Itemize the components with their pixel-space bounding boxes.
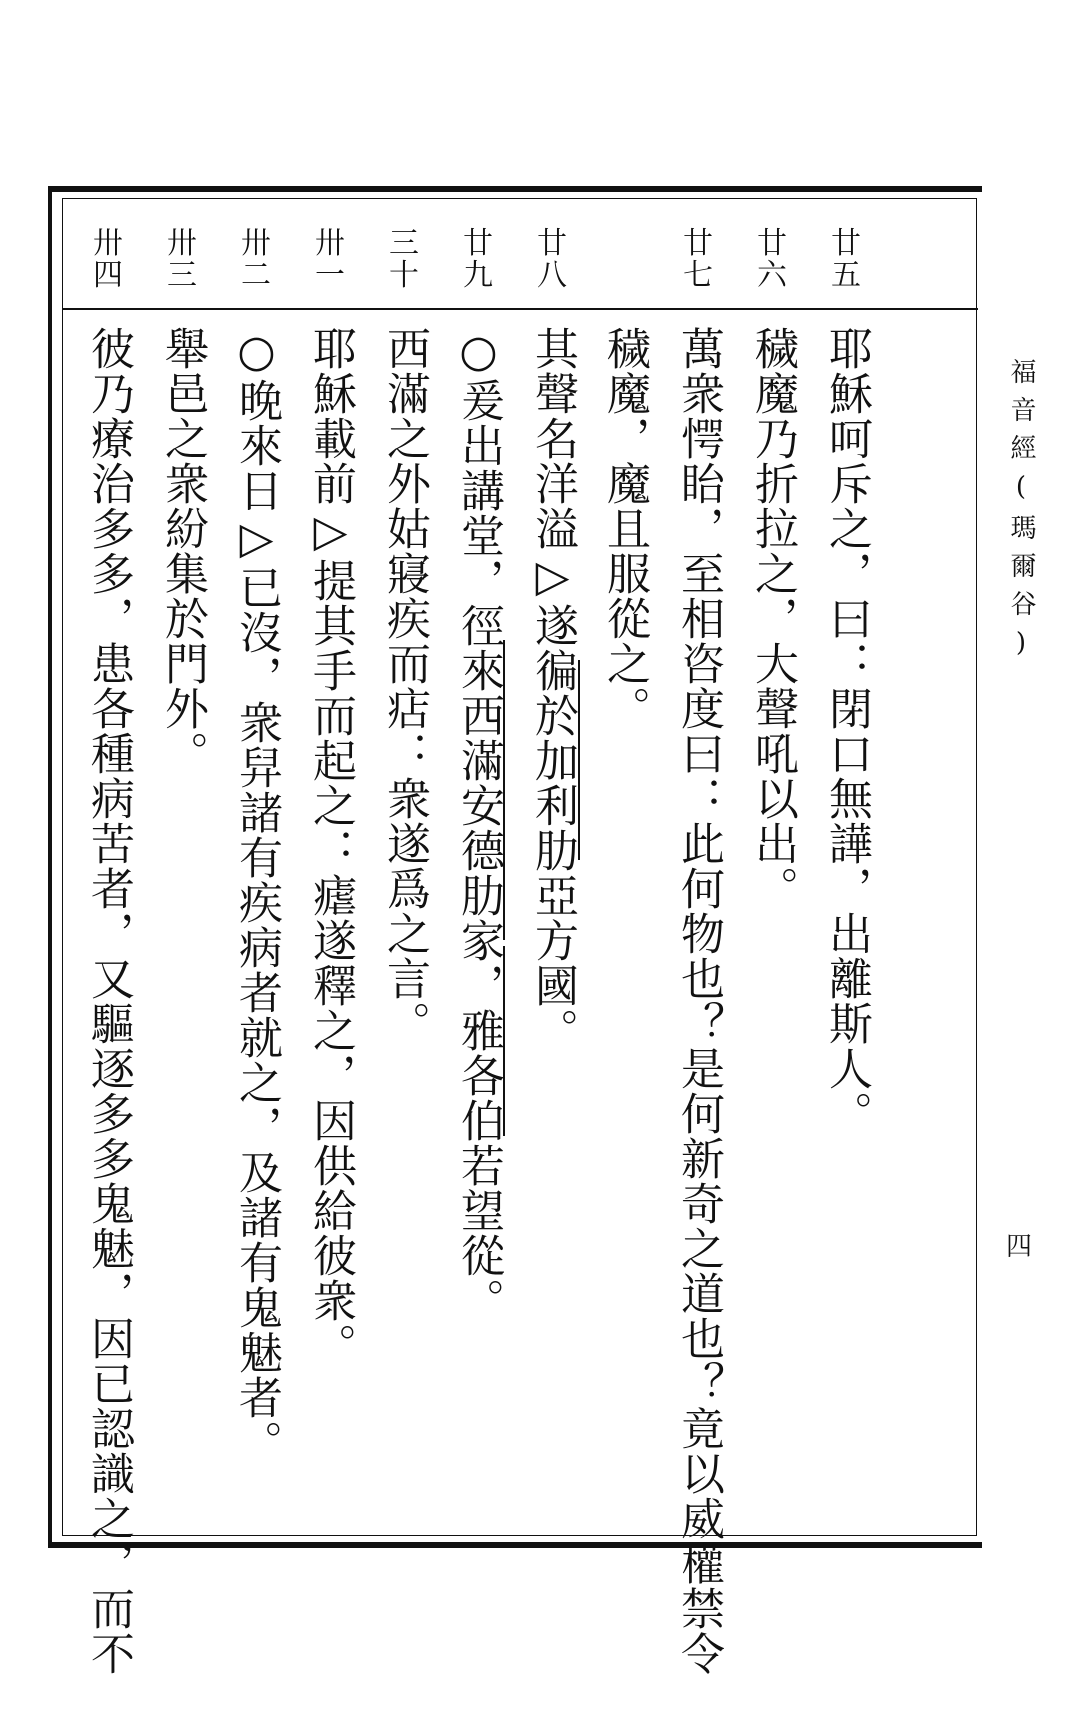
verse-number: 廿 九 xyxy=(463,226,493,293)
verse-number: 廿 五 xyxy=(831,226,861,293)
verse-number: 卅 一 xyxy=(315,226,345,293)
verse-text: 耶穌載前▷提其手而起之：瘧遂釋之，因供給彼衆。 xyxy=(305,326,356,1368)
verse-number: 卅 三 xyxy=(167,226,197,293)
verse-text-continued: 穢魔，魔且服從之。 xyxy=(599,326,650,731)
verse-text: 彼乃療治多多，患各種病苦者，又驅逐多多鬼魅，因已認識之，而不 xyxy=(83,326,134,1676)
proper-name-line xyxy=(503,946,505,1136)
verse-number: 廿 六 xyxy=(757,226,787,293)
verse-text: 萬衆愕眙，至相咨度曰：此何物也？是何新奇之道也？竟以威權禁令 xyxy=(673,326,724,1676)
verse-text: ○爰出講堂，徑來西滿安德肋家，雅各伯若望從。 xyxy=(453,326,504,1323)
proper-name-line xyxy=(503,640,505,940)
verse-number: 三 十 xyxy=(389,226,419,293)
page-number: 四 xyxy=(1005,1232,1032,1262)
verse-number: 卅 四 xyxy=(93,226,123,293)
proper-name-line xyxy=(578,660,580,860)
verse-text: 耶穌呵斥之，曰：閉口無譁，出離斯人。 xyxy=(821,326,872,1136)
frame-corner-top xyxy=(970,186,982,192)
verse-text: 西滿之外姑寢疾而痁：衆遂爲之言。 xyxy=(379,326,430,1046)
verse-text: 舉邑之衆紛集於門外。 xyxy=(157,326,208,776)
margin-rule xyxy=(976,198,977,1536)
frame-corner-bottom xyxy=(970,1542,982,1548)
running-title: 福音經(瑪爾谷) xyxy=(1006,358,1036,670)
verse-text: ○晚來日▷已沒，衆舁諸有疾病者就之，及諸有鬼魅者。 xyxy=(231,326,282,1465)
verse-number: 廿 七 xyxy=(683,226,713,293)
verse-number: 廿 八 xyxy=(537,226,567,293)
verse-text: 其聲名洋溢▷遂徧於加利肋亞方國。 xyxy=(527,326,578,1053)
verse-number-rule xyxy=(62,308,978,310)
verse-number: 卅 二 xyxy=(241,226,271,293)
verse-text: 穢魔乃折拉之，大聲吼以出。 xyxy=(747,326,798,911)
